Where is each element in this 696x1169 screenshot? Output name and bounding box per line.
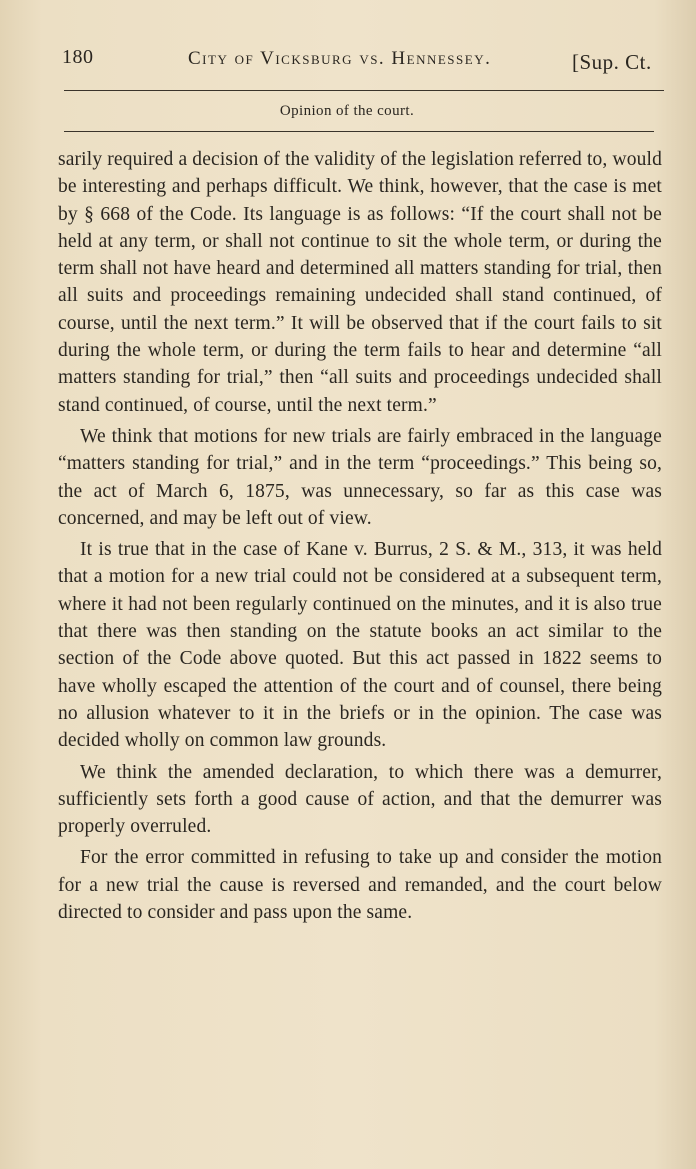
page-number: 180 <box>62 46 94 68</box>
paragraph-continuation: sarily required a decision of the validity of the legislation referred to, would be interesting and perhaps difficult. We think, however, that the case is met by § 668 of the Code. Its language is as follows: “If the court shall not be held at any term, or shall not continue to sit the whole term, or during the term shall not have heard and determined all matters standing for trial, then all suits and proceedings remaining undecided shall stand continued, of course, until the next term.” It will be observed that if the court fails to sit during the whole term, or during the term fails to hear and determine “all matters standing for trial,” then “all suits and proceedings undecided shall stand continued, of course, until the next term.” <box>58 149 662 416</box>
header-rule-bottom <box>64 131 654 132</box>
paragraph: It is true that in the case of Kane v. Burrus, 2 S. & M., 313, it was held that a motion for a new trial could not be considered at a subsequent term, where it had not been regularly continued on the minutes, and it is also true that there was then standing on the statute books an act similar to the section of the Code above quoted. But this act passed in 1822 seems to have wholly escaped the attention of the court and of counsel, there being no allusion whatever to it in the briefs or in the opinion. The case was decided wholly on common law grounds. <box>58 539 662 752</box>
section-subheading: Opinion of the court. <box>279 103 415 119</box>
paragraph: For the error committed in refusing to take up and consider the motion for a new trial the cause is reversed and remanded, and the court below directed to consider and pass upon the same. <box>58 847 662 924</box>
running-header <box>62 42 672 82</box>
opinion-body <box>58 146 662 930</box>
running-title: City of Vicksburg vs. Hennessey. <box>188 48 492 69</box>
header-rule-top <box>64 90 664 91</box>
paragraph: We think the amended declaration, to which there was a demurrer, sufficiently sets forth a good cause of action, and that the demurrer was properly overruled. <box>58 761 662 838</box>
paragraph: We think that motions for new trials are fairly embraced in the language “matters standing for trial,” and in the term “proceedings.” This being so, the act of March 6, 1875, was unnecessary, so far as this case was concerned, and may be left out of view. <box>58 425 662 529</box>
court-label: [Sup. Ct. <box>572 50 652 74</box>
